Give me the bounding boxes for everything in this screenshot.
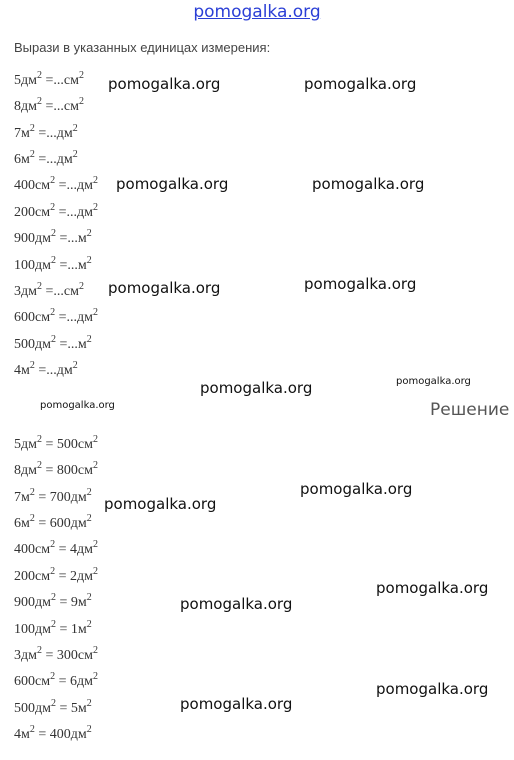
watermark: pomogalka.org — [108, 75, 221, 93]
answer-row: $200см^2 = 2дм^2$ — [14, 566, 98, 584]
task-instruction: Вырази в указанных единицах измерения: — [14, 40, 271, 55]
task-row: $3дм^2 =...см^2$ — [14, 281, 84, 299]
answer-row: $4м^2 = 400дм^2$ — [14, 724, 92, 742]
answer-row: $5дм^2 = 500см^2$ — [14, 434, 98, 452]
watermark: pomogalka.org — [300, 480, 413, 498]
answer-row: $7м^2 = 700дм^2$ — [14, 487, 92, 505]
task-row: $8дм^2 =...см^2$ — [14, 96, 84, 114]
solution-heading: Решение — [430, 400, 510, 420]
task-row: $500дм^2 =...м^2$ — [14, 334, 92, 352]
task-row: $7м^2 =...дм^2$ — [14, 123, 78, 141]
watermark: pomogalka.org — [200, 379, 313, 397]
watermark: pomogalka.org — [304, 275, 417, 293]
task-row: $200см^2 =...дм^2$ — [14, 202, 98, 220]
watermark: pomogalka.org — [312, 175, 425, 193]
answer-row: $6м^2 = 600дм^2$ — [14, 513, 92, 531]
answer-row: $600см^2 = 6дм^2$ — [14, 671, 98, 689]
watermark: pomogalka.org — [104, 495, 217, 513]
answer-row: $500дм^2 = 5м^2$ — [14, 698, 92, 716]
task-row: $6м^2 =...дм^2$ — [14, 149, 78, 167]
answer-row: $3дм^2 = 300см^2$ — [14, 645, 98, 663]
task-row: $400см^2 =...дм^2$ — [14, 175, 98, 193]
watermark: pomogalka.org — [376, 680, 489, 698]
watermark: pomogalka.org — [40, 400, 115, 411]
answer-row: $100дм^2 = 1м^2$ — [14, 619, 92, 637]
site-header-link[interactable]: pomogalka.org — [193, 2, 321, 22]
watermark: pomogalka.org — [108, 279, 221, 297]
task-row: $100дм^2 =...м^2$ — [14, 255, 92, 273]
task-row: $900дм^2 =...м^2$ — [14, 228, 92, 246]
task-row: $5дм^2 =...см^2$ — [14, 70, 84, 88]
watermark: pomogalka.org — [180, 595, 293, 613]
watermark: pomogalka.org — [396, 376, 471, 387]
answer-row: $8дм^2 = 800см^2$ — [14, 460, 98, 478]
watermark: pomogalka.org — [116, 175, 229, 193]
watermark: pomogalka.org — [304, 75, 417, 93]
answer-row: $400см^2 = 4дм^2$ — [14, 539, 98, 557]
watermark: pomogalka.org — [180, 695, 293, 713]
task-row: $4м^2 =...дм^2$ — [14, 360, 78, 378]
watermark: pomogalka.org — [376, 579, 489, 597]
answer-row: $900дм^2 = 9м^2$ — [14, 592, 92, 610]
task-row: $600см^2 =...дм^2$ — [14, 307, 98, 325]
